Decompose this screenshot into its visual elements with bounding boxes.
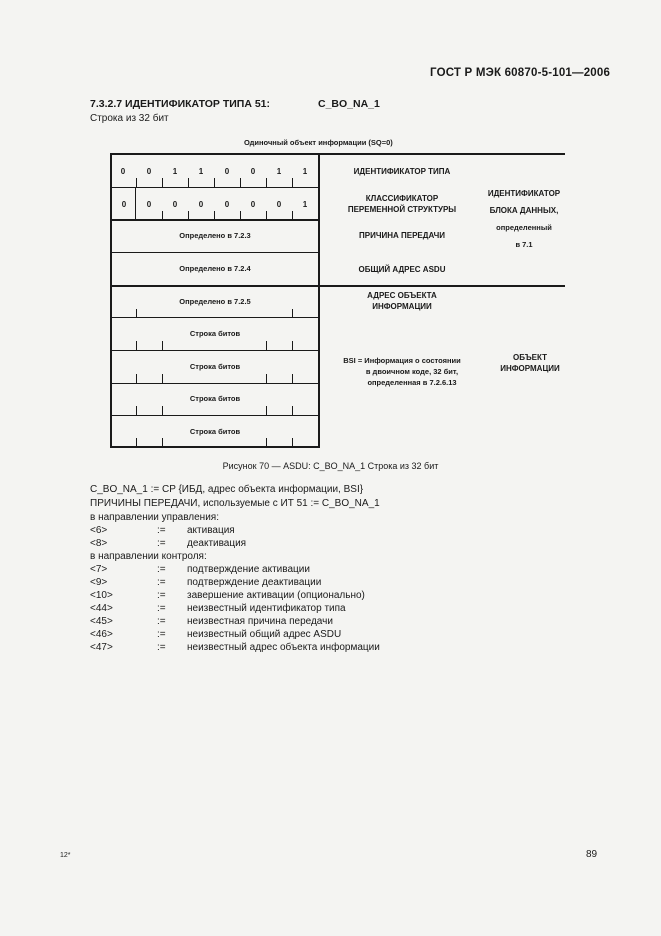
cause-code: <10>	[90, 590, 113, 601]
label-bsi-line3: определенная в 7.2.6.13	[367, 378, 457, 387]
first-bit-divider	[135, 187, 136, 220]
frame-middle-border	[318, 153, 320, 447]
label-duid-line3: определенный	[496, 223, 552, 232]
list-item	[0, 616, 661, 629]
cause-text: неизвестный идентификатор типа	[187, 603, 346, 614]
vsq-bit: 0	[146, 200, 152, 209]
cause-code: <8>	[90, 538, 108, 549]
definition-line: C_BO_NA_1 := CP {ИБД, адрес объекта информации, BSI}	[90, 484, 364, 495]
cell-defined-723: Определено в 7.2.3	[179, 231, 251, 240]
label-ioa-line1: АДРЕС ОБЪЕКТА	[367, 291, 437, 300]
bit-tick	[214, 178, 215, 187]
cell-defined-725: Определено в 7.2.5	[179, 297, 251, 306]
figure-top-caption: Одиночный объект информации (SQ=0)	[244, 138, 393, 147]
bit-tick	[266, 406, 267, 415]
bit-tick	[136, 438, 137, 447]
section-type-code: C_BO_NA_1	[318, 98, 380, 110]
label-bsi-line2: в двоичном коде, 32 бит,	[365, 367, 459, 376]
assign-operator: :=	[157, 564, 166, 575]
label-bsi-line1: BSI = Информация о состоянии	[343, 356, 461, 365]
bit-tick	[136, 309, 137, 317]
cause-text: подтверждение активации	[187, 564, 310, 575]
bit-tick	[266, 178, 267, 187]
cause-code: <6>	[90, 525, 108, 536]
vsq-bit: 0	[121, 200, 127, 209]
type-bit: 1	[276, 167, 282, 176]
label-duid-line4: в 7.1	[515, 240, 533, 249]
bit-tick	[188, 211, 189, 219]
list-item	[0, 538, 661, 551]
bit-tick	[292, 309, 293, 317]
type-bit: 1	[172, 167, 178, 176]
row-divider	[110, 252, 320, 253]
row-divider	[110, 187, 320, 188]
cell-defined-724: Определено в 7.2.4	[179, 264, 251, 273]
type-bit: 1	[198, 167, 204, 176]
assign-operator: :=	[157, 629, 166, 640]
bit-tick	[292, 178, 293, 187]
figure-caption: Рисунок 70 — ASDU: C_BO_NA_1 Строка из 32 бит	[222, 461, 439, 471]
bit-tick	[136, 178, 137, 187]
list-item	[0, 629, 661, 642]
cause-text: подтверждение деактивации	[187, 577, 322, 588]
document-standard-header: ГОСТ Р МЭК 60870-5-101—2006	[430, 67, 611, 79]
assign-operator: :=	[157, 616, 166, 627]
label-ioa-line2: ИНФОРМАЦИИ	[372, 302, 432, 311]
bit-tick	[240, 178, 241, 187]
cell-bit-string: Строка битов	[189, 329, 241, 338]
row-divider	[110, 350, 320, 351]
bit-tick	[162, 178, 163, 187]
page-number: 89	[586, 849, 598, 860]
bit-tick	[136, 341, 137, 350]
footer-signature-mark: 12*	[60, 852, 71, 859]
cause-text: завершение активации (опционально)	[187, 590, 365, 601]
cell-bit-string: Строка битов	[189, 362, 241, 371]
label-info-object-line1: ОБЪЕКТ	[513, 353, 547, 362]
vsq-bit: 0	[172, 200, 178, 209]
bit-tick	[292, 406, 293, 415]
row-divider	[110, 219, 320, 221]
assign-operator: :=	[157, 577, 166, 588]
control-direction-heading: в направлении управления:	[90, 512, 219, 523]
label-vsq-line1: КЛАССИФИКАТОР	[365, 194, 439, 203]
row-divider	[110, 317, 320, 318]
vsq-bit: 0	[198, 200, 204, 209]
cause-text: деактивация	[187, 538, 247, 549]
cause-text: активация	[187, 525, 235, 536]
label-common-asdu-address: ОБЩИЙ АДРЕС ASDU	[358, 265, 446, 274]
vsq-bit: 1	[302, 200, 308, 209]
list-item	[0, 642, 661, 655]
cause-code: <9>	[90, 577, 108, 588]
causes-line: ПРИЧИНЫ ПЕРЕДАЧИ, используемые с ИТ 51 := C_BO_NA_1	[90, 498, 380, 509]
label-cause-of-transmission: ПРИЧИНА ПЕРЕДАЧИ	[359, 231, 445, 240]
type-bit: 0	[120, 167, 126, 176]
assign-operator: :=	[157, 525, 166, 536]
frame-top-border	[110, 153, 565, 155]
bit-tick	[162, 341, 163, 350]
bit-tick	[292, 211, 293, 219]
section-title: 7.3.2.7 ИДЕНТИФИКАТОР ТИПА 51:	[90, 98, 271, 110]
bit-tick	[266, 341, 267, 350]
bit-tick	[240, 211, 241, 219]
label-type-identifier: ИДЕНТИФИКАТОР ТИПА	[353, 167, 451, 176]
bit-tick	[214, 211, 215, 219]
bit-tick	[292, 341, 293, 350]
row-divider-wide	[110, 285, 565, 287]
vsq-bit: 0	[276, 200, 282, 209]
vsq-bit: 0	[224, 200, 230, 209]
bit-tick	[162, 374, 163, 383]
cause-code: <45>	[90, 616, 113, 627]
row-divider	[110, 415, 320, 416]
assign-operator: :=	[157, 642, 166, 653]
list-item	[0, 603, 661, 616]
label-info-object-line2: ИНФОРМАЦИИ	[500, 364, 560, 373]
bit-tick	[266, 374, 267, 383]
label-duid-line2: БЛОКА ДАННЫХ,	[489, 206, 559, 215]
bit-tick	[266, 438, 267, 447]
monitor-direction-heading: в направлении контроля:	[90, 551, 207, 562]
cause-text: неизвестная причина передачи	[187, 616, 333, 627]
assign-operator: :=	[157, 538, 166, 549]
cause-text: неизвестный адрес объекта информации	[187, 642, 380, 653]
list-item	[0, 590, 661, 603]
bit-tick	[266, 211, 267, 219]
cell-bit-string: Строка битов	[189, 427, 241, 436]
row-divider	[110, 383, 320, 384]
type-bit: 0	[224, 167, 230, 176]
cause-code: <47>	[90, 642, 113, 653]
cause-text: неизвестный общий адрес ASDU	[187, 629, 342, 640]
type-bit: 0	[146, 167, 152, 176]
assign-operator: :=	[157, 590, 166, 601]
cause-code: <44>	[90, 603, 113, 614]
bit-tick	[292, 438, 293, 447]
bit-tick	[136, 374, 137, 383]
label-duid-line1: ИДЕНТИФИКАТОР	[487, 189, 561, 198]
vsq-bit: 0	[250, 200, 256, 209]
frame-bottom-border	[110, 446, 320, 448]
list-item	[0, 564, 661, 577]
list-item	[0, 525, 661, 538]
list-item	[0, 577, 661, 590]
bit-tick	[162, 438, 163, 447]
cause-code: <7>	[90, 564, 108, 575]
type-bit: 0	[250, 167, 256, 176]
bit-tick	[162, 406, 163, 415]
bit-tick	[136, 406, 137, 415]
cause-code: <46>	[90, 629, 113, 640]
section-subtitle: Строка из 32 бит	[90, 113, 169, 124]
cell-bit-string: Строка битов	[189, 394, 241, 403]
type-bit: 1	[302, 167, 308, 176]
bit-tick	[292, 374, 293, 383]
assign-operator: :=	[157, 603, 166, 614]
label-vsq-line2: ПЕРЕМЕННОЙ СТРУКТУРЫ	[347, 205, 457, 214]
bit-tick	[162, 211, 163, 219]
bit-tick	[188, 178, 189, 187]
